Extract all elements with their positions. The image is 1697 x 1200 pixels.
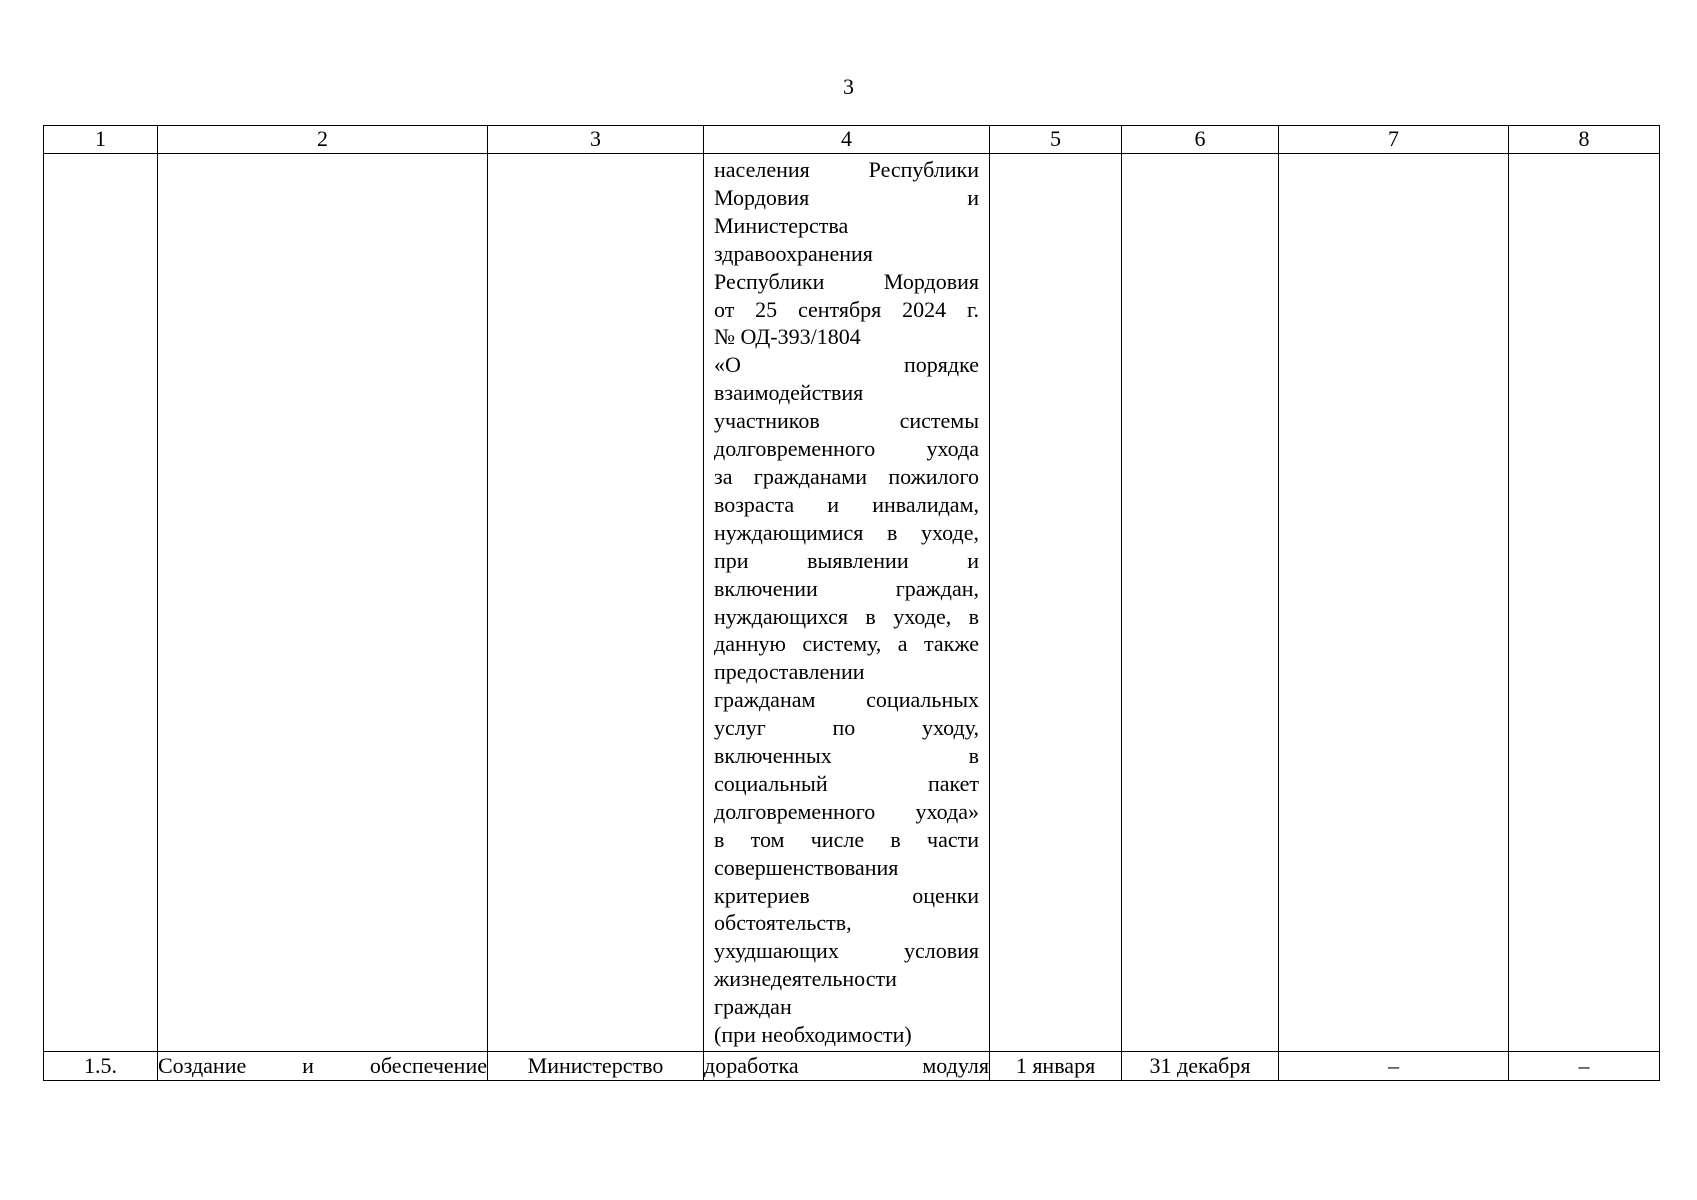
col4-text-line: обстоятельств, <box>714 910 852 936</box>
header-cell-8: 8 <box>1509 126 1660 154</box>
cell-row-number: 1.5. <box>44 1052 158 1081</box>
col4-text-line: участников системы <box>714 408 979 434</box>
cell-col2-continued <box>158 154 488 1052</box>
col4-text-line: долговременного ухода» <box>714 798 979 824</box>
col4-text-line: критериев оценки <box>714 882 979 908</box>
col4-text-line: от 25 сентября 2024 г. <box>714 296 979 322</box>
col4-text-line: Мордовия и <box>714 184 979 210</box>
col4-text-line: социальный пакет <box>714 770 979 796</box>
table-header-row <box>44 126 1660 154</box>
header-cell-6: 6 <box>1122 126 1279 154</box>
col4-text-line: услуг по уходу, <box>714 715 979 741</box>
document-table <box>43 125 1660 1081</box>
cell-col7-dash: – <box>1279 1052 1509 1081</box>
cell-col7-continued <box>1279 154 1509 1052</box>
col4-text-line: взаимодействия <box>714 380 864 406</box>
col4-text-line: граждан <box>714 994 792 1020</box>
col4-text-line: нуждающихся в уходе, в <box>714 603 979 629</box>
col4-text-line: «О порядке <box>714 352 979 378</box>
cell-col4-continued <box>704 154 990 1052</box>
col4-text-line: жизнедеятельности <box>714 966 897 992</box>
col4-text-line: нуждающимися в уходе, <box>714 519 979 545</box>
col4-text-line: (при необходимости) <box>714 1022 912 1048</box>
page-number: 3 <box>843 74 854 99</box>
table-row-1-5 <box>44 1052 1660 1081</box>
col4-text-line: включенных в <box>714 743 979 769</box>
cell-col5-continued <box>990 154 1122 1052</box>
header-cell-5: 5 <box>990 126 1122 154</box>
col4-text-line: данную систему, а также <box>714 631 979 657</box>
header-cell-2: 2 <box>158 126 488 154</box>
header-cell-3: 3 <box>488 126 704 154</box>
cell-activity-name: Создание и обеспечение <box>158 1052 488 1081</box>
col4-text-line: гражданам социальных <box>714 687 979 713</box>
cell-col6-continued <box>1122 154 1279 1052</box>
col4-text-line: здравоохранения <box>714 240 873 266</box>
table-row-continued <box>44 154 1660 1052</box>
cell-start-date: 1 января <box>990 1052 1122 1081</box>
col4-continued-text <box>704 156 989 1049</box>
header-cell-7: 7 <box>1279 126 1509 154</box>
cell-result: доработка модуля <box>704 1052 990 1081</box>
col4-text-line: включении граждан, <box>714 575 979 601</box>
col4-text-line: Республики Мордовия <box>714 268 979 294</box>
cell-responsible: Министерство <box>488 1052 704 1081</box>
col4-text-line: населения Республики <box>714 157 979 182</box>
col4-text-line: ухудшающих условия <box>714 938 979 964</box>
header-cell-4: 4 <box>704 126 990 154</box>
col4-text-line: № ОД-393/1804 <box>714 324 861 350</box>
cell-col3-continued <box>488 154 704 1052</box>
col4-text-line: предоставлении <box>714 659 865 685</box>
col4-text-line: долговременного ухода <box>714 436 979 462</box>
header-cell-1: 1 <box>44 126 158 154</box>
cell-col8-dash: – <box>1509 1052 1660 1081</box>
col4-text-line: совершенствования <box>714 854 899 880</box>
col4-text-line: Министерства <box>714 212 849 238</box>
cell-end-date: 31 декабря <box>1122 1052 1279 1081</box>
col4-text-line: при выявлении и <box>714 547 979 573</box>
col4-text-line: возраста и инвалидам, <box>714 491 979 517</box>
cell-col8-continued <box>1509 154 1660 1052</box>
col4-text-line: за гражданами пожилого <box>714 463 979 489</box>
col4-text-line: в том числе в части <box>714 826 979 852</box>
cell-col1-continued <box>44 154 158 1052</box>
